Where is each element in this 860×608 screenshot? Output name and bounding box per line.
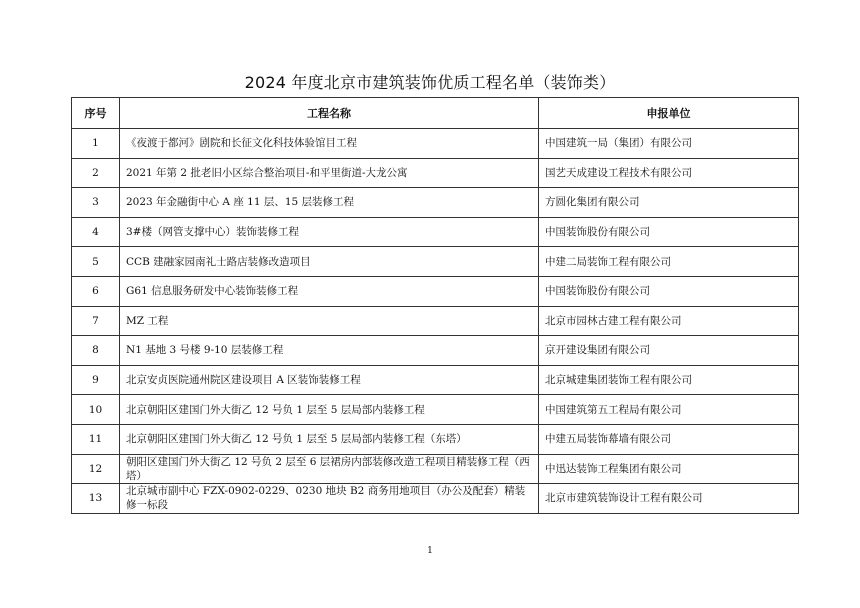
project-name: 北京安贞医院通州院区建设项目 A 区装饰装修工程	[120, 365, 539, 395]
header-project: 工程名称	[120, 98, 539, 129]
applicant-unit: 中建二局装饰工程有限公司	[539, 247, 799, 277]
header-no: 序号	[72, 98, 120, 129]
table-row	[72, 306, 799, 336]
project-name: N1 基地 3 号楼 9-10 层装修工程	[120, 336, 539, 366]
applicant-unit: 方圆化集团有限公司	[539, 188, 799, 218]
table-header-row	[72, 98, 799, 129]
row-number: 11	[72, 424, 120, 454]
project-name: 朝阳区建国门外大街乙 12 号负 2 层至 6 层裙房内部装修改造工程项目精装修工程（西塔）	[120, 454, 539, 484]
table-row	[72, 365, 799, 395]
applicant-unit: 中国建筑一局（集团）有限公司	[539, 129, 799, 159]
applicant-unit: 北京市建筑装饰设计工程有限公司	[539, 484, 799, 514]
row-number: 5	[72, 247, 120, 277]
applicant-unit: 中国装饰股份有限公司	[539, 276, 799, 306]
row-number: 10	[72, 395, 120, 425]
table-row	[72, 454, 799, 484]
table-row	[72, 484, 799, 514]
row-number: 9	[72, 365, 120, 395]
row-number: 2	[72, 158, 120, 188]
project-name: 北京朝阳区建国门外大街乙 12 号负 1 层至 5 层局部内装修工程	[120, 395, 539, 425]
applicant-unit: 中建五局装饰幕墙有限公司	[539, 424, 799, 454]
project-table	[71, 97, 799, 514]
applicant-unit: 中国建筑第五工程局有限公司	[539, 395, 799, 425]
project-name: MZ 工程	[120, 306, 539, 336]
row-number: 6	[72, 276, 120, 306]
project-name: 3#楼（网管支撑中心）装饰装修工程	[120, 217, 539, 247]
applicant-unit: 中迅达装饰工程集团有限公司	[539, 454, 799, 484]
project-name: 2023 年金融街中心 A 座 11 层、15 层装修工程	[120, 188, 539, 218]
applicant-unit: 国艺天成建设工程技术有限公司	[539, 158, 799, 188]
project-name: 北京城市副中心 FZX-0902-0229、0230 地块 B2 商务用地项目（办公及配套）精装修一标段	[120, 484, 539, 514]
page-number: 1	[427, 546, 433, 556]
table-row	[72, 217, 799, 247]
project-name: G61 信息服务研发中心装饰装修工程	[120, 276, 539, 306]
table-row	[72, 188, 799, 218]
table-row	[72, 424, 799, 454]
project-name: 2021 年第 2 批老旧小区综合整治项目-和平里街道-大龙公寓	[120, 158, 539, 188]
row-number: 13	[72, 484, 120, 514]
table-row	[72, 276, 799, 306]
table-row	[72, 336, 799, 366]
table-row	[72, 158, 799, 188]
applicant-unit: 北京市园林古建工程有限公司	[539, 306, 799, 336]
applicant-unit: 北京城建集团装饰工程有限公司	[539, 365, 799, 395]
row-number: 3	[72, 188, 120, 218]
row-number: 1	[72, 129, 120, 159]
header-unit: 申报单位	[539, 98, 799, 129]
table-row	[72, 395, 799, 425]
project-name: 北京朝阳区建国门外大街乙 12 号负 1 层至 5 层局部内装修工程（东塔）	[120, 424, 539, 454]
row-number: 8	[72, 336, 120, 366]
project-name: 《夜渡于都河》剧院和长征文化科技体验馆目工程	[120, 129, 539, 159]
project-name: CCB 建融家园南礼士路店装修改造项目	[120, 247, 539, 277]
row-number: 4	[72, 217, 120, 247]
row-number: 12	[72, 454, 120, 484]
applicant-unit: 中国装饰股份有限公司	[539, 217, 799, 247]
row-number: 7	[72, 306, 120, 336]
applicant-unit: 京开建设集团有限公司	[539, 336, 799, 366]
table-row	[72, 129, 799, 159]
table-row	[72, 247, 799, 277]
document-title: 2024 年度北京市建筑装饰优质工程名单（装饰类）	[244, 73, 616, 92]
